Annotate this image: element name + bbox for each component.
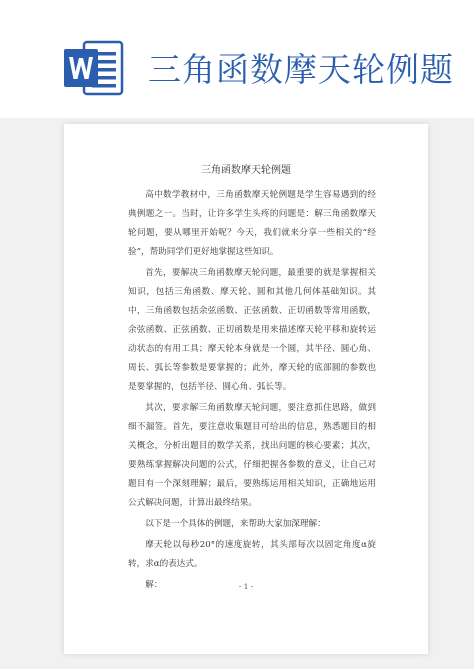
page-number: - 1 -	[238, 582, 254, 591]
document-body	[128, 186, 376, 597]
word-icon	[62, 40, 124, 96]
header-banner	[0, 0, 474, 118]
paragraph-example-intro: 以下是一个具体的例题，来帮助大家加深理解：	[145, 519, 326, 529]
document-page	[64, 124, 428, 654]
paragraph-solution: 解：	[145, 580, 163, 590]
paragraph-knowledge: 首先，要解决三角函数摩天轮问题，最重要的就是掌握相关知识，包括三角函数、摩天轮、圆和其他几何体基础知识。其中，三角函数包括余弦函数、正弦函数、正切函数等常用函数，余弦函数、正弦函数、正切函数是用来描述摩天轮平移和旋转运动状态的有用工具；摩天轮本身就是一个圆，其半径、圆心角、周长、弧长等参数是要掌握的；此外，摩天轮的底部圆的参数也是要掌握的，包括半径、圆心角、弧长等。	[128, 268, 376, 392]
paragraph-method: 其次，要求解三角函数摩天轮问题，要注意抓住思路，做到细不漏签。首先，要注意收集题目可给出的信息，熟悉题目的相关概念，分析出题目的数学关系，找出问题的核心要素；其次，要熟练掌握解决问题的公式，仔细把握各参数的意义，让自己对题目有一个深刻理解；最后，要熟练运用相关知识，正确地运用公式解决问题，计算出最终结果。	[128, 403, 376, 508]
paragraph-intro: 高中数学教材中，三角函数摩天轮例题是学生容易遇到的经典例题之一。当时，让许多学生头疼的问题是：解三角函数摩天轮问题，要从哪里开始呢？今天，我们就来分享一些相关的“经验”，帮助同学们更好地掌握这些知识。	[128, 190, 376, 257]
paragraph-example: 摩天轮以每秒20°的速度旋转，其头部每次以固定角度α旋转，求α的表达式。	[128, 540, 376, 569]
header-title: 三角函数摩天轮例题	[148, 50, 454, 89]
document-title: 三角函数摩天轮例题	[201, 165, 291, 176]
